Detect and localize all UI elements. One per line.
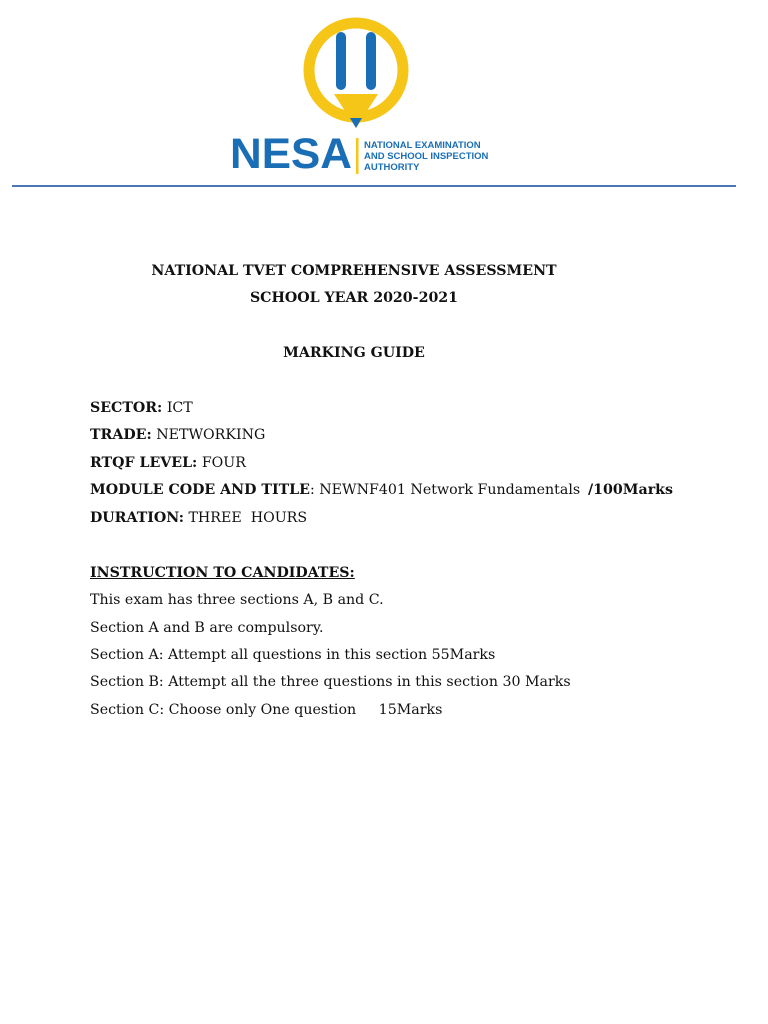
- sector-field: [90, 399, 193, 417]
- trade-label: TRADE:: [90, 427, 152, 443]
- school-year: SCHOOL YEAR 2020-2021: [249, 290, 459, 306]
- level-field: [90, 454, 246, 472]
- instruction-line: Section B: Attempt all the three questions in this section 30 Marks: [90, 674, 571, 690]
- sector-label: SECTOR:: [90, 400, 163, 416]
- trade-value: NETWORKING: [156, 427, 266, 443]
- document-type: MARKING GUIDE: [283, 345, 425, 361]
- level-label: RTQF LEVEL:: [90, 455, 198, 471]
- level-value: FOUR: [201, 455, 246, 471]
- logo-bar-left-icon: [336, 32, 346, 90]
- instructions-heading: INSTRUCTION TO CANDIDATES:: [90, 565, 355, 581]
- module-value: : NEWNF401 Network Fundamentals: [309, 482, 581, 498]
- module-field: [90, 481, 580, 499]
- module-marks: /100Marks: [588, 482, 673, 498]
- duration-label: DURATION:: [90, 510, 184, 526]
- instruction-line: Section A and B are compulsory.: [90, 620, 324, 636]
- duration-value: THREE HOURS: [188, 510, 308, 526]
- header-divider: [12, 185, 736, 187]
- assessment-title: NATIONAL TVET COMPREHENSIVE ASSESSMENT: [151, 263, 557, 279]
- trade-field: [90, 426, 265, 444]
- duration-field: [90, 509, 307, 527]
- instruction-line: Section A: Attempt all questions in this section 55Marks: [90, 647, 496, 663]
- logo-bar-right-icon: [366, 32, 376, 90]
- logo-text-line1: NATIONAL EXAMINATION: [364, 140, 481, 151]
- nesa-logo: [228, 8, 508, 180]
- module-label: MODULE CODE AND TITLE: [90, 482, 310, 498]
- logo-text-line3: AUTHORITY: [364, 162, 420, 173]
- instruction-line: Section C: Choose only One question 15Marks: [90, 702, 443, 718]
- logo-text-line2: AND SCHOOL INSPECTION: [364, 151, 489, 162]
- sector-value: ICT: [166, 400, 193, 416]
- instruction-line: This exam has three sections A, B and C.: [90, 592, 384, 608]
- logo-wordmark: NESA: [230, 130, 352, 178]
